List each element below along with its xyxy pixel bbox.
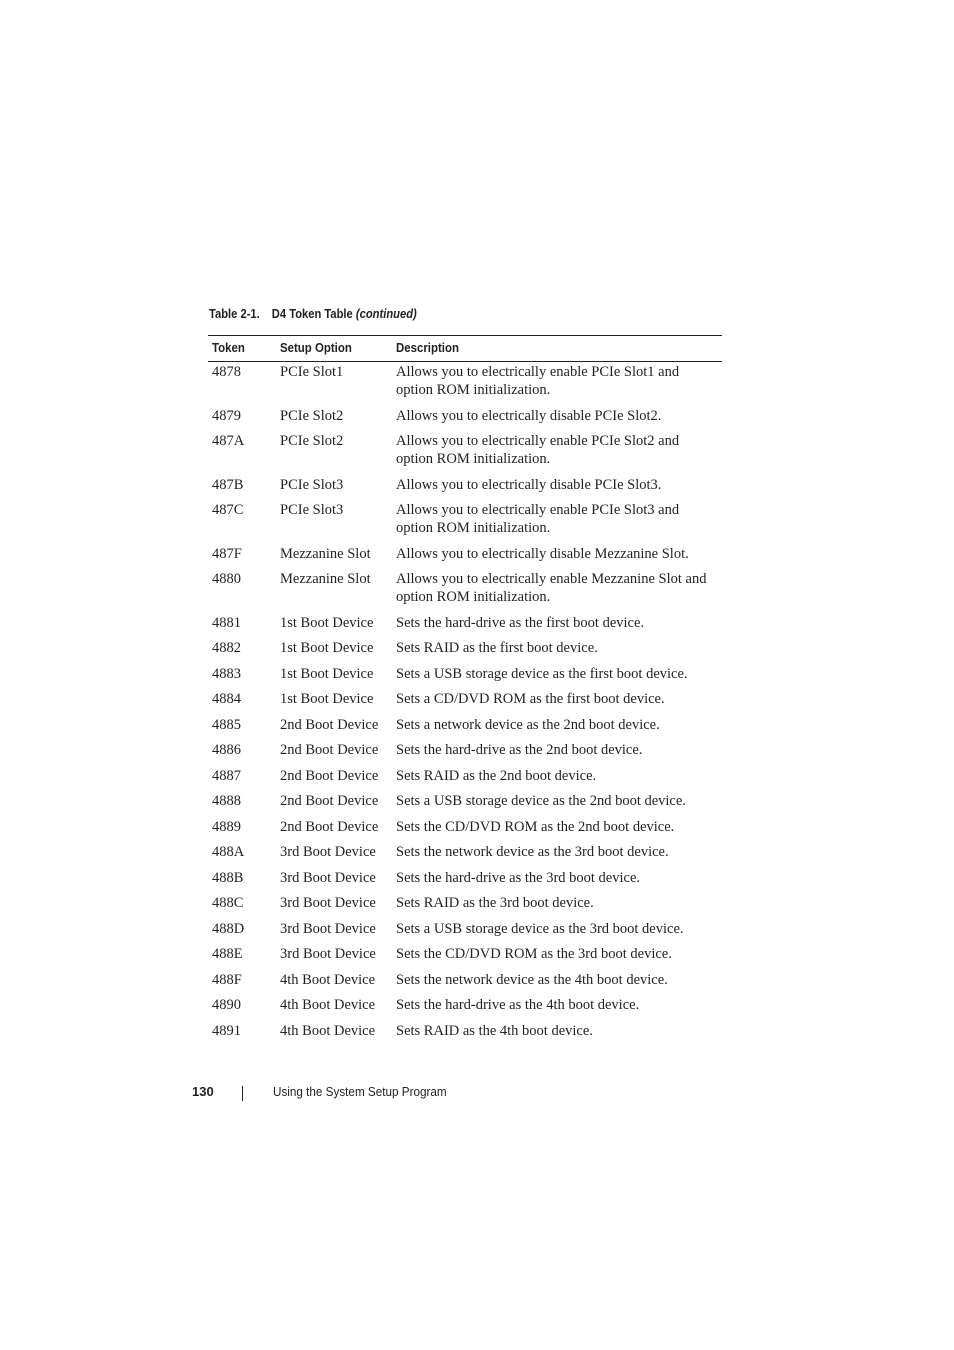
setup-option-cell: PCIe Slot2 xyxy=(280,433,344,449)
setup-option-cell: 1st Boot Device xyxy=(280,614,374,631)
token-cell: 487F xyxy=(212,545,242,562)
table-row xyxy=(208,740,722,766)
setup-option-cell: 4th Boot Device xyxy=(280,1022,376,1039)
setup-option-cell: Mezzanine Slot xyxy=(280,571,371,587)
table-body xyxy=(208,362,722,1047)
token-cell: 4880 xyxy=(212,571,241,587)
table-row xyxy=(208,638,722,664)
table-row xyxy=(208,715,722,741)
token-cell: 4885 xyxy=(212,716,241,733)
table-row xyxy=(208,689,722,715)
table-caption-title: D4 Token Table xyxy=(271,306,353,321)
setup-option-cell: PCIe Slot3 xyxy=(280,502,344,518)
token-cell: 4878 xyxy=(212,364,241,380)
description-cell: Sets the network device as the 4th boot device. xyxy=(396,971,668,988)
table-row xyxy=(208,919,722,945)
setup-option-cell: 3rd Boot Device xyxy=(280,895,376,911)
token-cell: 488A xyxy=(212,844,245,860)
description-cell: Sets a USB storage device as the 2nd boot device. xyxy=(396,793,686,809)
table-row xyxy=(208,1021,722,1047)
token-table xyxy=(208,335,722,1046)
token-cell: 487A xyxy=(212,433,245,449)
token-cell: 4891 xyxy=(212,1022,241,1039)
setup-option-cell: 3rd Boot Device xyxy=(280,844,376,860)
table-row xyxy=(208,500,722,544)
description-cell: Allows you to electrically enable PCIe Slot1 and option ROM initialization. xyxy=(396,364,680,398)
header-description: Description xyxy=(392,336,722,362)
description-cell: Sets the CD/DVD ROM as the 3rd boot device. xyxy=(396,946,672,962)
table-row xyxy=(208,893,722,919)
page-number: 130 xyxy=(192,1084,214,1099)
footer-section-title: Using the System Setup Program xyxy=(273,1084,447,1099)
table-header-row xyxy=(208,336,722,362)
description-cell: Sets the network device as the 3rd boot device. xyxy=(396,844,669,860)
setup-option-cell: 4th Boot Device xyxy=(280,997,376,1013)
setup-option-cell: PCIe Slot2 xyxy=(280,407,344,424)
setup-option-cell: 2nd Boot Device xyxy=(280,767,379,784)
description-cell: Sets a USB storage device as the first boot device. xyxy=(396,665,688,682)
table-row xyxy=(208,544,722,570)
setup-option-cell: 1st Boot Device xyxy=(280,640,374,656)
setup-option-cell: PCIe Slot3 xyxy=(280,476,344,493)
setup-option-cell: 2nd Boot Device xyxy=(280,793,379,809)
description-cell: Allows you to electrically enable Mezzanine Slot and option ROM initialization. xyxy=(396,571,707,605)
token-cell: 488D xyxy=(212,920,245,937)
description-cell: Sets a CD/DVD ROM as the first boot device. xyxy=(396,691,665,707)
table-caption-continued: (continued) xyxy=(355,306,417,321)
header-setup-option: Setup Option xyxy=(276,336,392,362)
description-cell: Allows you to electrically disable PCIe Slot2. xyxy=(396,407,662,424)
table-row xyxy=(208,842,722,868)
table-row xyxy=(208,970,722,996)
table-row xyxy=(208,475,722,501)
table-row xyxy=(208,868,722,894)
setup-option-cell: 3rd Boot Device xyxy=(280,869,376,886)
description-cell: Sets a USB storage device as the 3rd boot device. xyxy=(396,920,684,937)
token-cell: 4886 xyxy=(212,742,241,758)
token-cell: 4890 xyxy=(212,997,241,1013)
description-cell: Sets the hard-drive as the 2nd boot device. xyxy=(396,742,643,758)
setup-option-cell: 2nd Boot Device xyxy=(280,716,379,733)
header-token: Token xyxy=(208,336,276,362)
token-cell: 488E xyxy=(212,946,243,962)
table-row xyxy=(208,766,722,792)
setup-option-cell: 2nd Boot Device xyxy=(280,818,379,835)
table-row xyxy=(208,569,722,613)
description-cell: Sets the hard-drive as the 3rd boot device. xyxy=(396,869,641,886)
token-cell: 488B xyxy=(212,869,244,886)
token-cell: 4879 xyxy=(212,407,241,424)
description-cell: Sets RAID as the 3rd boot device. xyxy=(396,895,594,911)
setup-option-cell: Mezzanine Slot xyxy=(280,545,371,562)
table-row xyxy=(208,406,722,432)
token-cell: 487C xyxy=(212,502,244,518)
token-cell: 488F xyxy=(212,971,242,988)
description-cell: Sets the hard-drive as the first boot device. xyxy=(396,614,645,631)
table-row xyxy=(208,791,722,817)
setup-option-cell: 2nd Boot Device xyxy=(280,742,379,758)
table-row xyxy=(208,995,722,1021)
setup-option-cell: 1st Boot Device xyxy=(280,691,374,707)
description-cell: Sets RAID as the first boot device. xyxy=(396,640,598,656)
description-cell: Allows you to electrically enable PCIe Slot2 and option ROM initialization. xyxy=(396,433,680,467)
table-caption-label: Table 2-1. xyxy=(209,306,260,321)
token-cell: 4884 xyxy=(212,691,241,707)
description-cell: Allows you to electrically disable PCIe Slot3. xyxy=(396,476,662,493)
table-row xyxy=(208,944,722,970)
token-cell: 4881 xyxy=(212,614,241,631)
description-cell: Allows you to electrically disable Mezzanine Slot. xyxy=(396,545,689,562)
description-cell: Sets RAID as the 4th boot device. xyxy=(396,1022,593,1039)
table-row xyxy=(208,431,722,475)
setup-option-cell: PCIe Slot1 xyxy=(280,364,344,380)
table-row xyxy=(208,362,722,406)
description-cell: Sets the CD/DVD ROM as the 2nd boot device. xyxy=(396,818,675,835)
token-cell: 4882 xyxy=(212,640,241,656)
token-cell: 487B xyxy=(212,476,244,493)
description-cell: Sets the hard-drive as the 4th boot device. xyxy=(396,997,640,1013)
description-cell: Allows you to electrically enable PCIe Slot3 and option ROM initialization. xyxy=(396,502,680,536)
table-caption xyxy=(209,306,417,321)
token-cell: 4883 xyxy=(212,665,241,682)
table-row xyxy=(208,613,722,639)
token-cell: 4889 xyxy=(212,818,241,835)
setup-option-cell: 3rd Boot Device xyxy=(280,920,376,937)
footer-divider xyxy=(242,1086,243,1101)
table-row xyxy=(208,817,722,843)
description-cell: Sets a network device as the 2nd boot device. xyxy=(396,716,660,733)
description-cell: Sets RAID as the 2nd boot device. xyxy=(396,767,597,784)
table-row xyxy=(208,664,722,690)
token-cell: 4887 xyxy=(212,767,241,784)
token-cell: 4888 xyxy=(212,793,241,809)
setup-option-cell: 3rd Boot Device xyxy=(280,946,376,962)
setup-option-cell: 4th Boot Device xyxy=(280,971,376,988)
token-cell: 488C xyxy=(212,895,244,911)
setup-option-cell: 1st Boot Device xyxy=(280,665,374,682)
